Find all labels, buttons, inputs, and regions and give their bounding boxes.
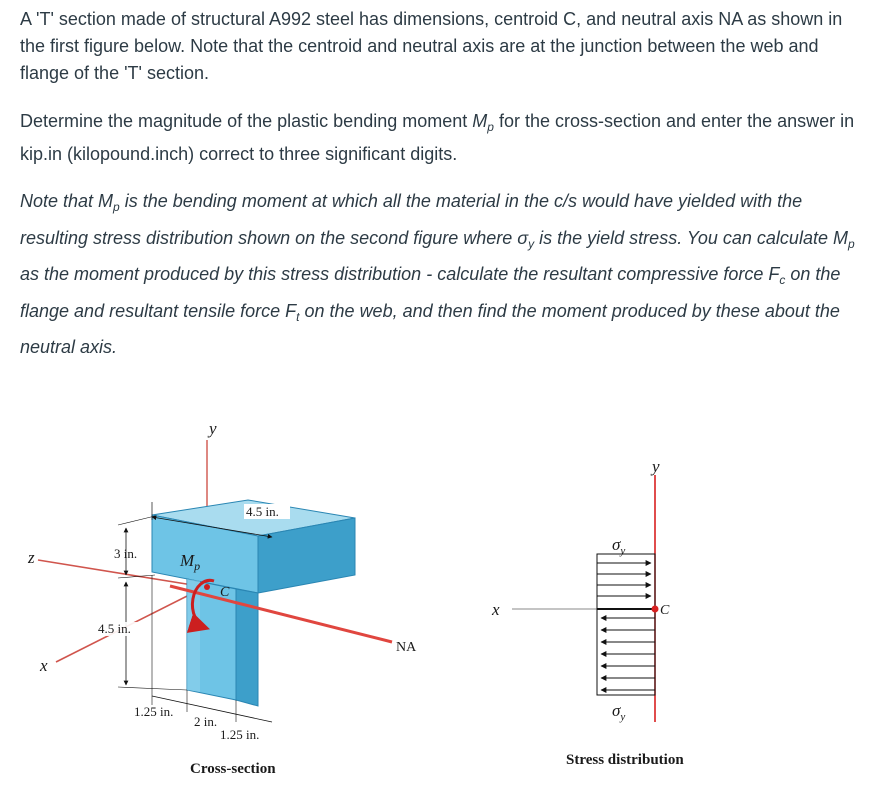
sd-axis-x: x [492, 600, 500, 619]
note-text-6: on the web, and then find the moment produced by these about the neutral axis. [20, 300, 840, 358]
dim-ext-4 [118, 687, 187, 690]
fc-symbol: $F_c$ [768, 264, 786, 288]
centroid-dot [204, 584, 210, 590]
mp-symbol: $M_p$ [98, 191, 120, 214]
cross-section-figure [27, 419, 417, 777]
moment-label: $M_p$ [180, 551, 201, 573]
label-3in: 3 in. [114, 546, 138, 561]
compression-block [597, 554, 655, 609]
sd-centroid-dot [652, 606, 659, 613]
stress-distribution-figure [491, 457, 684, 768]
problem-paragraph-task [20, 108, 870, 168]
sd-axis-y: y [652, 457, 660, 476]
cross-section-caption: Cross-section [190, 761, 276, 777]
task-text-2: for the cross-section and enter the answer in kip.in (kilopound.inch) correct to three significant digits. [20, 111, 855, 164]
label-1p25-right: 1.25 in. [220, 727, 260, 742]
figure [0, 400, 890, 793]
mp-symbol: $M_p$ [472, 111, 494, 134]
note-text-4: as the moment produced by this stress distribution - calculate the resultant compressive force [20, 264, 769, 285]
note-text-5: on the flange and resultant tensile force [20, 264, 841, 321]
cs-axis-y: y [209, 419, 217, 438]
centroid-label: C [220, 585, 230, 600]
mp-symbol: $M_p$ [832, 227, 855, 251]
dim-ext-2 [118, 516, 155, 525]
tension-arrows [601, 618, 655, 690]
label-4p5-web: 4.5 in. [98, 621, 131, 636]
problem-paragraph-note [20, 186, 870, 363]
sigma-bottom-label: $\sigma_y$ [612, 701, 626, 723]
compression-arrows [597, 563, 651, 596]
note-text-3: is the yield stress. You can calculate [534, 227, 833, 248]
cs-axis-z: z [28, 548, 35, 567]
ft-symbol: $F_t$ [285, 300, 300, 324]
stress-distribution-caption: Stress distribution [566, 752, 684, 768]
tension-block [597, 609, 655, 695]
note-text-1: Note that [20, 191, 99, 211]
na-label: NA [396, 640, 417, 655]
note-text-2: is the bending moment at which all the material in the c/s would have yielded with the resulting stress distribution shown on the second figure where [20, 191, 803, 248]
label-2in: 2 in. [194, 714, 218, 729]
sd-centroid-label: C [660, 603, 670, 618]
cs-axis-x: x [40, 656, 48, 675]
task-text-1: Determine the magnitude of the plastic bending moment [20, 111, 473, 131]
intro-text: A 'T' section made of structural A992 steel has dimensions, centroid C, and neutral axis NA as shown in the first figure below. Note that the centroid and neutral axis are at the junction between the web and flange of the 'T' section. [20, 9, 843, 83]
label-4p5-flange: 4.5 in. [246, 504, 279, 519]
sigma-top-label: $\sigma_y$ [612, 535, 626, 557]
problem-paragraph-intro [20, 6, 870, 87]
sigma-y-symbol: $\sigma_y$ [517, 227, 535, 251]
label-1p25-left: 1.25 in. [134, 704, 174, 719]
